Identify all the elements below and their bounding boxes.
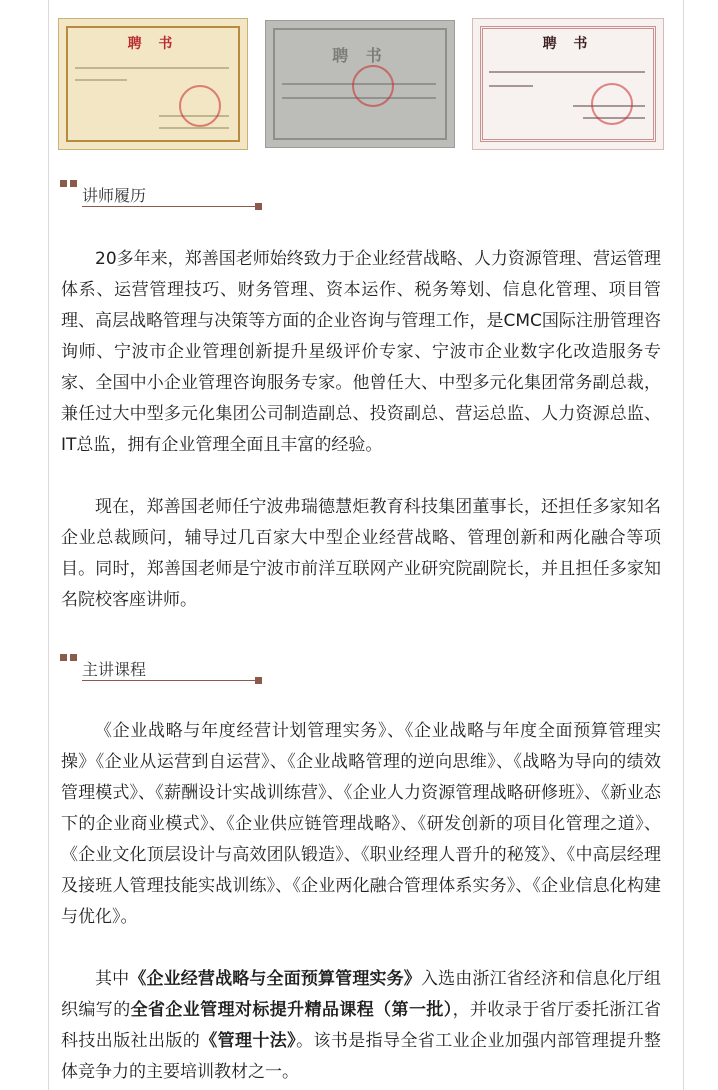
- certificate-seal: [591, 83, 633, 125]
- section-decoration: [60, 646, 80, 665]
- certificate-image[interactable]: [265, 20, 455, 148]
- certificate-gallery: [58, 18, 664, 150]
- section-title: 讲师履历: [82, 186, 147, 205]
- certificate-title: 聘 书: [127, 36, 179, 52]
- highlight-book: 《管理十法》: [200, 1031, 297, 1051]
- section-decoration: [60, 172, 80, 191]
- highlight-text: 其中: [95, 969, 130, 989]
- highlight-text: ，并收录于省厅委托浙江省科技出版社出版的: [61, 1000, 662, 1051]
- courses-highlight-paragraph: [61, 964, 661, 1088]
- certificate-text-line: [75, 67, 229, 69]
- bio-paragraph-1: 20多年来，郑善国老师始终致力于企业经营战略、人力资源管理、营运管理体系、运营管理技巧、财务管理、资本运作、税务筹划、信息化管理、项目管理、高层战略管理与决策等方面的企业咨询与管理工作，是CMC国际注册管理咨询师、宁波市企业管理创新提升星级评价专家、宁波市企业数字化改造服务专家、全国中小企业管理咨询服务专家。他曾任大、中型多元化集团常务副总裁，兼任过大中型多元化集团公司制造副总、投资副总、营运总监、人力资源总监、IT总监，拥有企业管理全面且丰富的经验。: [61, 249, 661, 455]
- certificate-image[interactable]: [58, 18, 248, 150]
- section-title: 主讲课程: [82, 660, 147, 679]
- certificate-text-line: [159, 127, 229, 129]
- certificate-text-line: [75, 79, 127, 81]
- section-underline: [82, 206, 256, 207]
- right-border-line: [683, 0, 684, 1090]
- section-header-bio: [60, 172, 210, 218]
- left-border-line: [48, 0, 49, 1090]
- certificate-seal: [352, 65, 394, 107]
- certificate-seal: [179, 85, 221, 127]
- highlight-program: 全省企业管理对标提升精品课程（第一批）: [130, 1000, 453, 1020]
- section-underline-dot: [255, 203, 262, 210]
- certificate-text-line: [489, 71, 645, 73]
- section-header-courses: [60, 646, 210, 692]
- highlight-text: 。该书是指导全省工业企业加强内部管理提升整体竞争力的主要培训教材之一。: [61, 1031, 662, 1082]
- certificate-title: 聘 书: [332, 46, 388, 65]
- certificate-image[interactable]: [472, 18, 664, 150]
- certificate-title: 聘 书: [542, 36, 594, 52]
- bio-paragraph-2: 现在，郑善国老师任宁波弗瑞德慧炬教育科技集团董事长，还担任多家知名企业总裁顾问，辅导过几百家大中型企业经营战略、管理创新和两化融合等项目。同时，郑善国老师是宁波市前洋互联网产业研究院副院长，并且担任多家知名院校客座讲师。: [61, 497, 661, 610]
- highlight-course-name: 《企业经营战略与全面预算管理实务》: [129, 969, 421, 989]
- courses-list-paragraph: 《企业战略与年度经营计划管理实务》、《企业战略与年度全面预算管理实操》《企业从运营到自运营》、《企业战略管理的逆向思维》、《战略为导向的绩效管理模式》、《薪酬设计实战训练营》、《企业人力资源管理战略研修班》、《新业态下的企业商业模式》、《企业供应链管理战略》、《研发创新的项目化管理之道》、《企业文化顶层设计与高效团队锻造》、《职业经理人晋升的秘笈》、《中高层经理及接班人管理技能实战训练》、《企业两化融合管理体系实务》、《企业信息化构建与优化》。: [61, 721, 661, 927]
- certificate-text-line: [489, 85, 533, 87]
- section-underline: [82, 680, 256, 681]
- section-underline-dot: [255, 677, 262, 684]
- highlight-text: 入选由浙江省经济和信息化厅组织编写的: [61, 969, 661, 1020]
